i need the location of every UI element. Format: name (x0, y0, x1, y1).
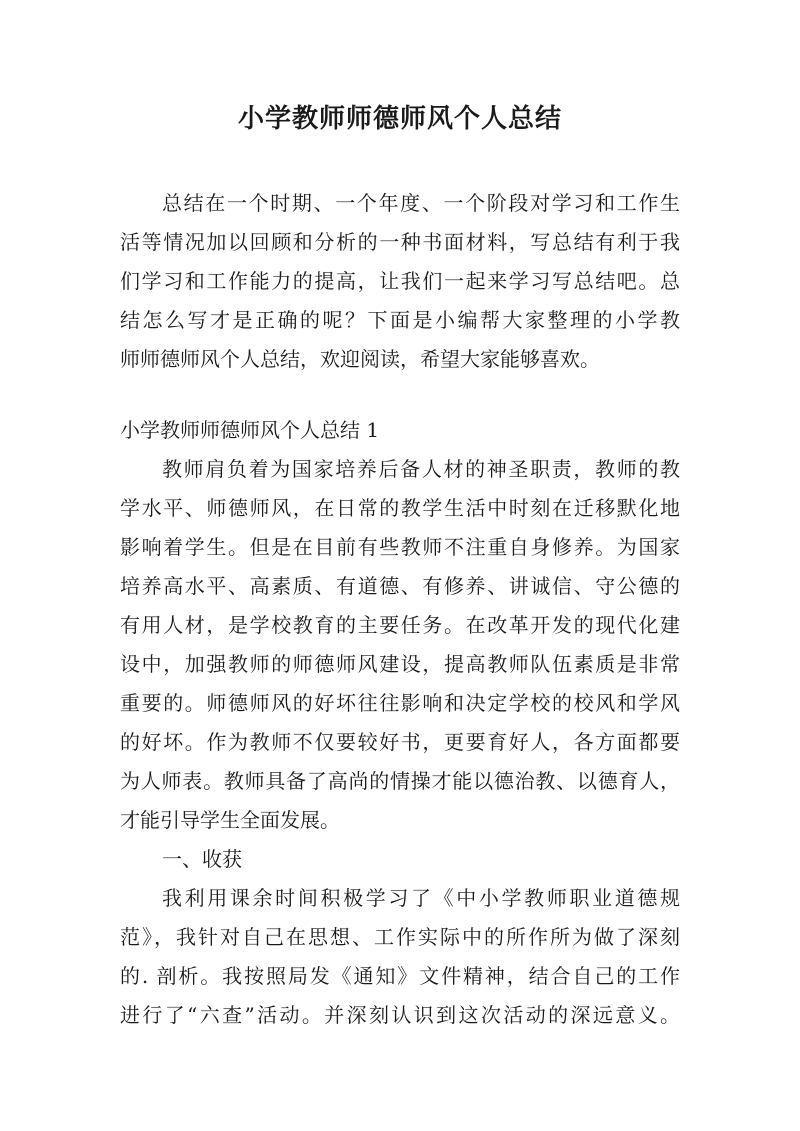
gain-subheading: 一、收获 (162, 847, 242, 871)
section-line: 设中，加强教师的师德师风建设，提高教师队伍素质是非常 (120, 652, 680, 676)
section-line: 为人师表。教师具备了高尚的情操才能以德治教、以德育人， (120, 769, 680, 793)
section-line: 教师肩负着为国家培养后备人材的神圣职责，教师的教 (162, 457, 680, 481)
gain-line: 进行了“六查”活动。并深刻认识到这次活动的深远意义。 (120, 1003, 680, 1027)
gain-line: 我利用课余时间积极学习了《中小学教师职业道德规 (162, 886, 680, 910)
section-heading: 小学教师师德师风个人总结 1 (120, 418, 380, 442)
intro-line: 师师德师风个人总结，欢迎阅读，希望大家能够喜欢。 (120, 347, 600, 371)
gain-line: 的. 剖析。我按照局发《通知》文件精神，结合自己的工作 (120, 964, 680, 988)
section-line: 重要的。师德师风的好坏往往影响和决定学校的校风和学风 (120, 691, 680, 715)
section-line: 影响着学生。但是在目前有些教师不注重自身修养。为国家 (120, 535, 680, 559)
gain-line: 范》，我针对自己在思想、工作实际中的所作所为做了深刻 (120, 925, 680, 949)
section-line: 的好坏。作为教师不仅要较好书，更要育好人，各方面都要 (120, 730, 680, 754)
section-line: 有用人材，是学校教育的主要任务。在改革开发的现代化建 (120, 613, 680, 637)
intro-line: 结怎么写才是正确的呢？下面是小编帮大家整理的小学教 (120, 308, 680, 332)
section-line: 培养高水平、高素质、有道德、有修养、讲诚信、守公德的 (120, 574, 680, 598)
section-line: 学水平、师德师风，在日常的教学生活中时刻在迁移默化地 (120, 496, 680, 520)
section-line: 才能引导学生全面发展。 (120, 808, 340, 832)
intro-line: 活等情况加以回顾和分析的一种书面材料，写总结有利于我 (120, 230, 680, 254)
intro-line: 总结在一个时期、一个年度、一个阶段对学习和工作生 (162, 191, 680, 215)
intro-line: 们学习和工作能力的提高，让我们一起来学习写总结吧。总 (120, 269, 680, 293)
document-title: 小学教师师德师风个人总结 (237, 104, 562, 134)
